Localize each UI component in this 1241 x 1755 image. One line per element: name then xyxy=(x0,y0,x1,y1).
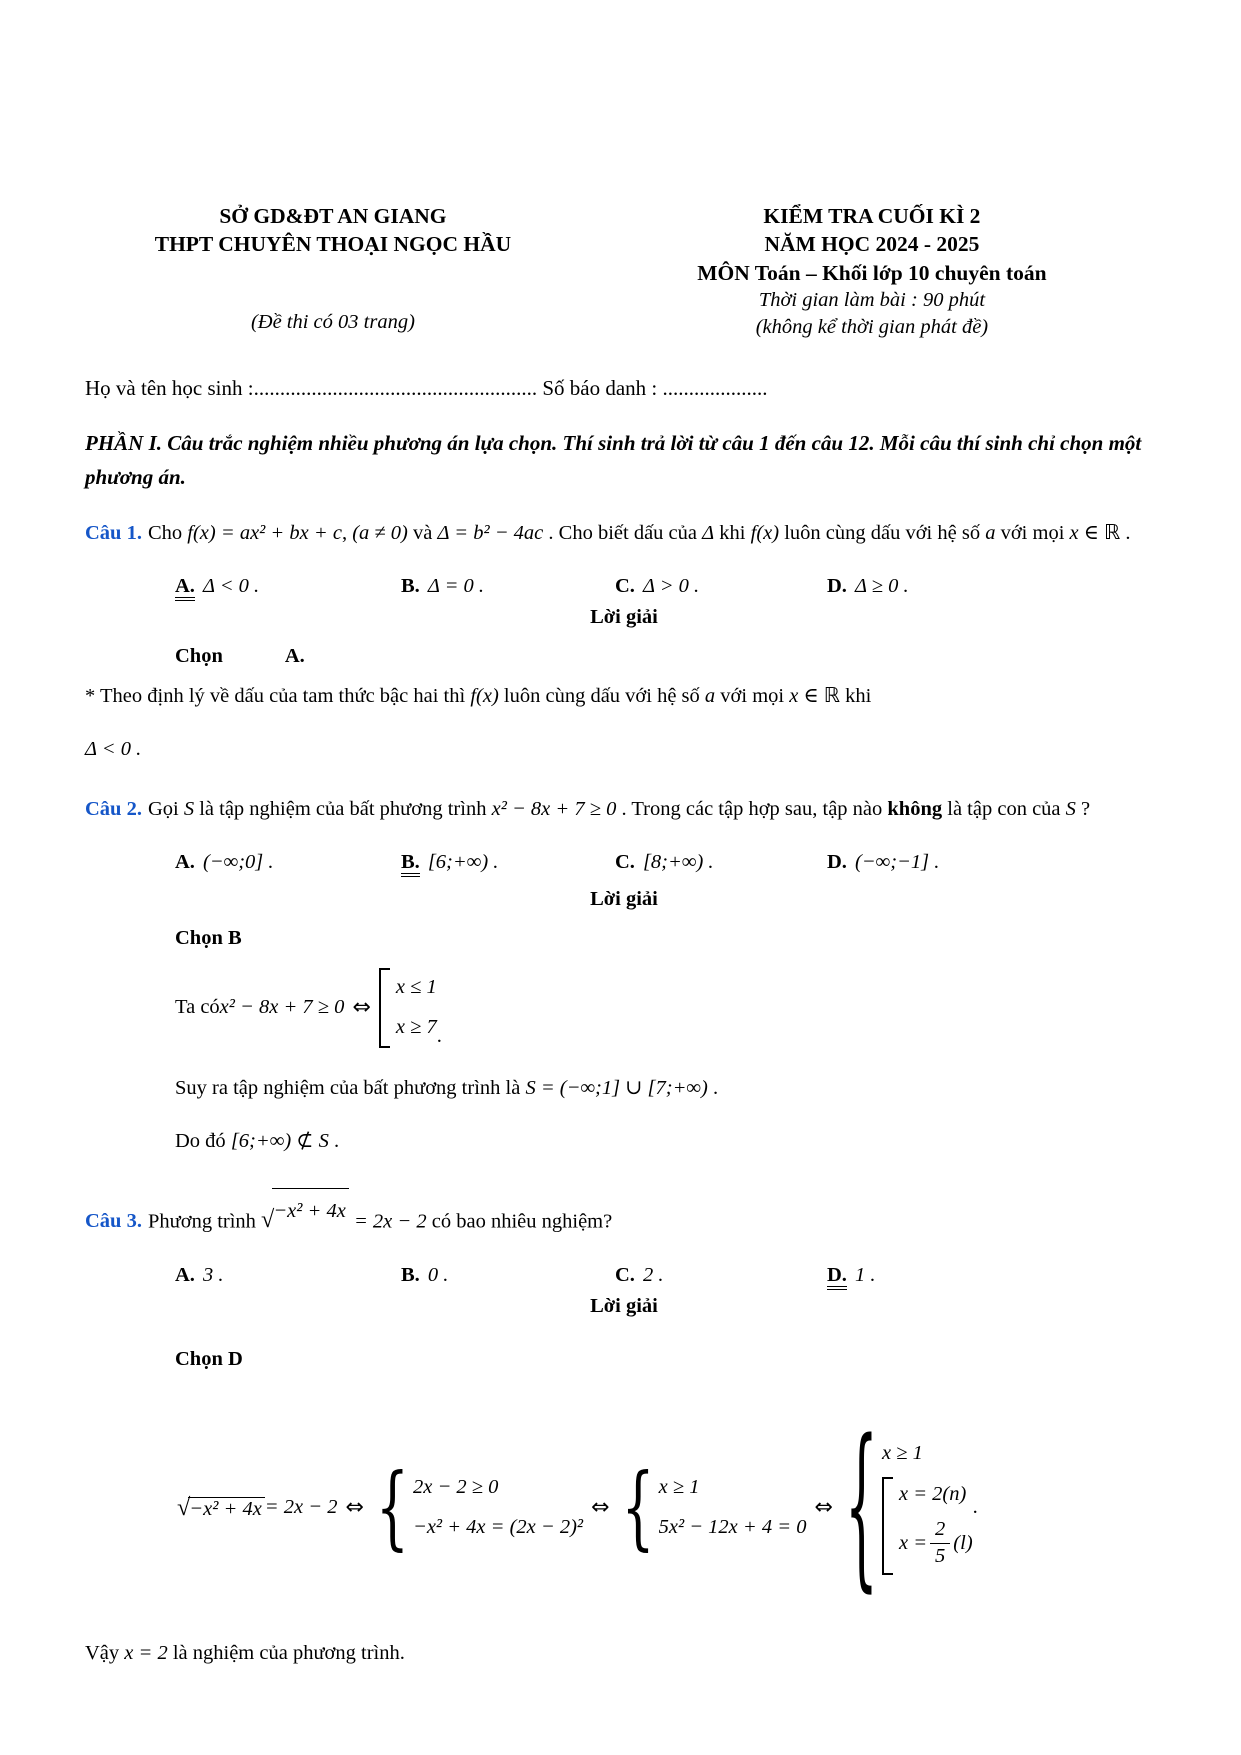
part1-heading: PHẦN I. Câu trắc nghiệm nhiều phương án lựa chọn. Thí sinh trả lời từ câu 1 đến câu 12. Mỗi câu thí sinh chỉ chọn một phương án. xyxy=(85,431,1142,489)
iff-symbol: ⇔ xyxy=(591,1495,610,1521)
square-bracket xyxy=(882,1477,893,1575)
student-id-label: Số báo danh : xyxy=(537,376,663,401)
subject-line: MÔN Toán – Khối lớp 10 chuyên toán xyxy=(697,260,1047,285)
question-2-label: Câu 2. xyxy=(85,797,142,820)
q2-option-D xyxy=(827,851,1163,874)
text-segment: [6;+∞) ⊄ S xyxy=(230,1129,329,1152)
q1-option-C xyxy=(615,575,827,598)
text-segment: không xyxy=(887,797,943,820)
text-segment: Vậy xyxy=(85,1641,125,1664)
header-exam-block xyxy=(581,202,1163,340)
q2-option-B xyxy=(401,851,615,874)
text-segment: Δ xyxy=(702,521,715,544)
taco-inequality: x² − 8x + 7 ≥ 0 xyxy=(219,996,345,1019)
bracket-options xyxy=(899,1477,973,1575)
text-segment: (a ≠ 0) xyxy=(352,521,408,544)
period: . xyxy=(972,1496,978,1519)
sys1-line1: 2x − 2 ≥ 0 xyxy=(412,1476,499,1499)
option-letter: A. xyxy=(175,851,195,874)
header-school-block xyxy=(85,202,581,340)
q1-solution-line2: Δ < 0 . xyxy=(85,738,142,761)
option-letter: B. xyxy=(401,1263,420,1286)
root-rejected-pre: x = xyxy=(898,1531,928,1554)
q1-chosen-answer xyxy=(85,645,1163,668)
text-segment: Gọi xyxy=(147,797,184,820)
fraction-numerator: 2 xyxy=(930,1517,950,1544)
option-letter: C. xyxy=(615,1263,635,1286)
text-segment: , xyxy=(341,521,353,544)
text-segment: a xyxy=(985,521,996,544)
option-letter: B. xyxy=(401,575,420,598)
text-segment: . xyxy=(707,1076,719,1099)
q3-option-B xyxy=(401,1264,615,1287)
text-segment: x ∈ ℝ xyxy=(1069,521,1121,544)
case-2: x ≥ 7 xyxy=(395,1015,437,1038)
student-id-dots: .................... xyxy=(662,376,768,401)
option-value: 0 . xyxy=(427,1263,449,1286)
question-3-equation-rhs: = 2x − 2 xyxy=(348,1210,427,1233)
text-segment: . Trong các tập hợp sau, tập nào xyxy=(616,797,888,820)
question-1-label: Câu 1. xyxy=(85,521,142,544)
equation-rhs: = 2x − 2 xyxy=(264,1496,338,1519)
text-segment: là nghiệm của phương trình. xyxy=(167,1641,405,1664)
text-segment: . xyxy=(1120,521,1131,544)
iff-symbol: ⇔ xyxy=(352,995,371,1021)
student-name-label: Họ và tên học sinh : xyxy=(85,376,254,401)
text-segment: khi xyxy=(840,685,872,708)
text-segment: S = (−∞;1] ∪ [7;+∞) xyxy=(525,1076,708,1099)
question-3-text-suffix: có bao nhiêu nghiệm? xyxy=(426,1210,613,1233)
system-2 xyxy=(659,1468,807,1547)
question-3-text-prefix: Phương trình xyxy=(147,1210,262,1233)
radical-sign: √ xyxy=(177,1494,191,1522)
option-letter: C. xyxy=(615,851,635,874)
text-segment: f(x) xyxy=(750,521,780,544)
square-bracket xyxy=(379,968,390,1047)
text-segment: là tập con của xyxy=(942,797,1066,820)
text-segment: * Theo định lý về dấu của tam thức bậc hai thì xyxy=(85,685,471,708)
iff-symbol: ⇔ xyxy=(814,1495,833,1521)
root-rejected-post: (l) xyxy=(953,1531,973,1554)
sys3-bracket-group xyxy=(882,1477,973,1575)
text-segment: với mọi xyxy=(995,521,1070,544)
sys2-line2: 5x² − 12x + 4 = 0 xyxy=(658,1515,807,1538)
q1-option-D xyxy=(827,575,1163,598)
question-3 xyxy=(85,1188,1163,1244)
text-segment: a xyxy=(704,685,716,708)
text-segment: Do đó xyxy=(175,1129,231,1152)
option-value: 3 . xyxy=(202,1263,224,1286)
chon-answer: A. xyxy=(284,645,305,668)
option-value: [8;+∞) . xyxy=(642,851,714,874)
option-letter: B. xyxy=(401,851,420,877)
q3-conclusion xyxy=(85,1637,1163,1670)
option-letter: C. xyxy=(615,575,635,598)
header xyxy=(85,202,1163,340)
fraction-denominator: 5 xyxy=(935,1545,946,1568)
sys3-line1: x ≥ 1 xyxy=(881,1442,923,1465)
q2-suyra-line xyxy=(85,1072,1163,1105)
text-segment: . xyxy=(328,1129,340,1152)
duration-line: Thời gian làm bài : 90 phút xyxy=(758,289,986,312)
q2-dodo-line xyxy=(85,1125,1163,1158)
option-letter: A. xyxy=(175,575,195,601)
iff-symbol: ⇔ xyxy=(345,1495,364,1521)
cases-column xyxy=(396,968,437,1047)
text-segment: x ∈ ℝ xyxy=(789,685,840,708)
case-1: x ≤ 1 xyxy=(395,976,437,999)
sys2-line1: x ≥ 1 xyxy=(658,1476,700,1499)
fraction xyxy=(930,1517,950,1569)
curly-brace: { xyxy=(621,1455,655,1561)
system-1 xyxy=(413,1468,583,1547)
text-segment: f(x) xyxy=(470,685,499,708)
question-1-text xyxy=(148,522,1131,544)
q3-option-C xyxy=(615,1264,827,1287)
period: . xyxy=(436,1024,442,1047)
text-segment: f(x) = ax² + bx + c xyxy=(187,521,342,544)
q1-solution-line1 xyxy=(85,680,1163,713)
q3-chosen-answer: Chọn D xyxy=(175,1347,243,1370)
text-segment: . Cho biết dấu của xyxy=(543,521,703,544)
text-segment: và xyxy=(407,521,438,544)
radicand: −x² + 4x xyxy=(188,1497,265,1521)
text-segment: luôn cùng dấu với hệ số xyxy=(779,521,986,544)
text-segment: x = 2 xyxy=(124,1641,168,1664)
question-1-options xyxy=(85,575,1163,598)
text-segment: với mọi xyxy=(715,685,790,708)
option-value: (−∞;−1] . xyxy=(854,851,940,874)
curly-brace: { xyxy=(375,1455,409,1561)
q3-option-A xyxy=(175,1264,401,1287)
text-segment: ? xyxy=(1075,797,1091,820)
school-year: NĂM HỌC 2024 - 2025 xyxy=(764,232,980,257)
sqrt-expression xyxy=(177,1495,265,1520)
q3-option-D xyxy=(827,1264,1163,1287)
text-segment: S xyxy=(183,797,195,820)
option-letter: D. xyxy=(827,575,847,598)
option-value: Δ > 0 . xyxy=(642,575,700,598)
q2-taco-line xyxy=(85,968,1163,1047)
text-segment: luôn cùng dấu với hệ số xyxy=(498,685,705,708)
option-value: Δ ≥ 0 . xyxy=(854,575,909,598)
text-segment: S xyxy=(1065,797,1076,820)
option-value: Δ = 0 . xyxy=(427,575,485,598)
exam-title: KIỂM TRA CUỐI KÌ 2 xyxy=(763,204,981,228)
text-segment: là tập nghiệm của bất phương trình xyxy=(194,797,492,820)
question-2-text xyxy=(148,798,1090,820)
option-value: (−∞;0] . xyxy=(202,851,274,874)
root-accepted: x = 2(n) xyxy=(898,1482,967,1505)
sqrt-expression xyxy=(261,1188,349,1233)
q2-option-A xyxy=(175,851,401,874)
question-1 xyxy=(85,511,1163,555)
text-segment: Cho xyxy=(147,521,188,544)
question-2-options xyxy=(85,851,1163,874)
q1-solution-heading: Lời giải xyxy=(590,606,658,629)
question-2 xyxy=(85,787,1163,831)
option-letter: D. xyxy=(827,851,847,874)
radical-sign: √ xyxy=(261,1206,275,1234)
text-segment: x² − 8x + 7 ≥ 0 xyxy=(491,797,617,820)
radicand: −x² + 4x xyxy=(272,1188,349,1233)
q2-chosen-answer: Chọn B xyxy=(175,927,242,950)
curly-brace: { xyxy=(844,1405,878,1610)
question-3-label: Câu 3. xyxy=(85,1210,142,1233)
sys1-line2: −x² + 4x = (2x − 2)² xyxy=(412,1515,584,1538)
text-segment: Suy ra tập nghiệm của bất phương trình là xyxy=(175,1076,526,1099)
chon-label: Chọn xyxy=(175,645,223,668)
department-name: SỞ GD&ĐT AN GIANG xyxy=(219,204,447,228)
question-3-options xyxy=(85,1264,1163,1287)
duration-note: (không kể thời gian phát đề) xyxy=(755,315,989,338)
student-info-line xyxy=(85,376,1163,401)
student-name-dots: ...................................................... xyxy=(253,376,538,401)
option-letter: D. xyxy=(827,1264,847,1290)
system-3 xyxy=(882,1436,973,1580)
option-value: 2 . xyxy=(642,1263,664,1286)
root-rejected xyxy=(899,1517,973,1569)
q1-option-B xyxy=(401,575,615,598)
q1-option-A xyxy=(175,575,401,598)
option-value: 1 . xyxy=(854,1263,876,1286)
school-name: THPT CHUYÊN THOẠI NGỌC HẦU xyxy=(154,232,512,257)
option-value: [6;+∞) . xyxy=(427,851,499,874)
q2-solution-heading: Lời giải xyxy=(590,888,658,911)
q3-solution-heading: Lời giải xyxy=(590,1294,658,1317)
text-segment: Δ = b² − 4ac xyxy=(437,521,544,544)
text-segment: khi xyxy=(714,521,751,544)
option-value: Δ < 0 . xyxy=(202,575,260,598)
q3-solution-equation xyxy=(85,1383,1163,1633)
q2-option-C xyxy=(615,851,827,874)
pages-note: (Đề thi có 03 trang) xyxy=(250,310,415,333)
taco-prefix: Ta có xyxy=(175,996,220,1019)
option-letter: A. xyxy=(175,1263,195,1286)
